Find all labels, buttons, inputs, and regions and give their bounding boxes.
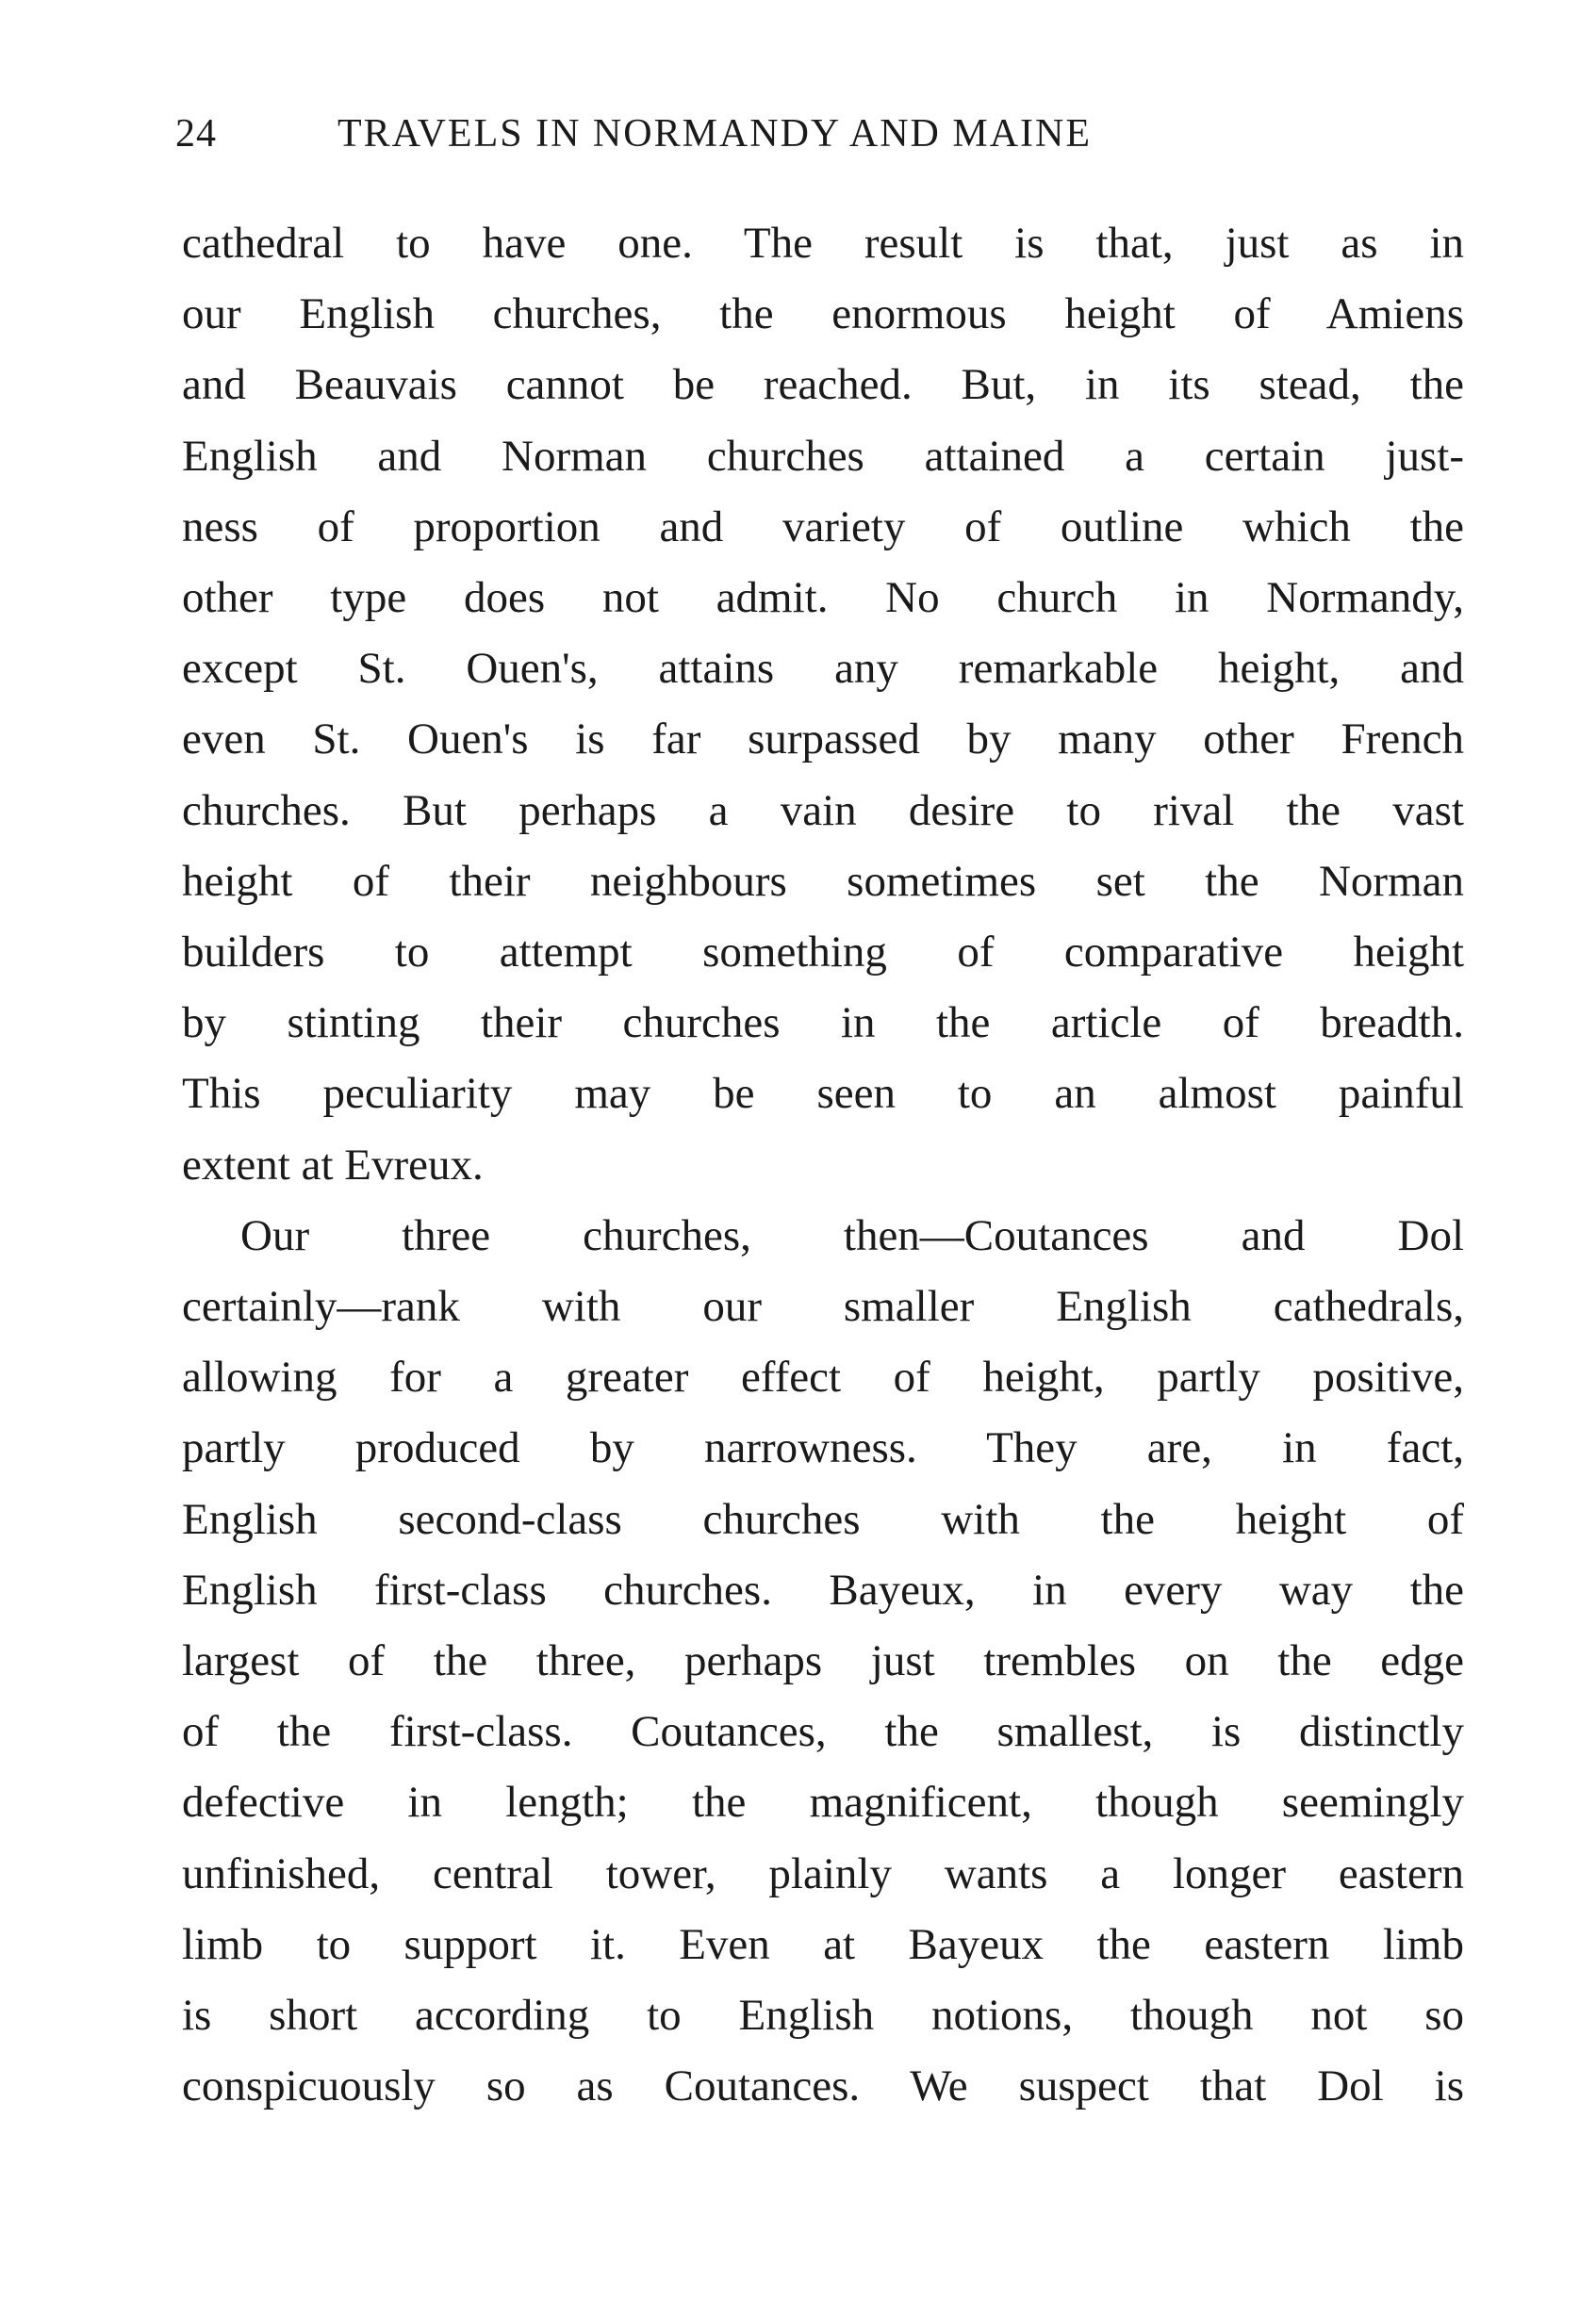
text-line: is short according to English notions, though not so bbox=[182, 1991, 1464, 2040]
text-line: other type does not admit. No church in Normandy, bbox=[182, 573, 1464, 622]
text-line: English and Norman churches attained a certain just- bbox=[182, 431, 1464, 481]
text-line: extent at Evreux. bbox=[182, 1140, 484, 1190]
text-line: and Beauvais cannot be reached. But, in its stead, the bbox=[182, 360, 1464, 410]
text-line: ness of proportion and variety of outline which the bbox=[182, 501, 1464, 551]
text-line: limb to support it. Even at Bayeux the eastern limb bbox=[182, 1919, 1464, 1969]
text-line: height of their neighbours sometimes set the Norman bbox=[182, 856, 1464, 906]
page-number: 24 bbox=[175, 112, 217, 156]
text-line: This peculiarity may be seen to an almost painful bbox=[182, 1069, 1464, 1119]
text-line: largest of the three, perhaps just trembles on the edge bbox=[182, 1636, 1464, 1685]
text-line: cathedral to have one. The result is that, just as in bbox=[182, 219, 1464, 268]
running-header bbox=[175, 111, 1307, 164]
text-line: Our three churches, then—Coutances and Dol bbox=[240, 1210, 1464, 1260]
text-line: builders to attempt something of comparative height bbox=[182, 928, 1464, 977]
text-line: allowing for a greater effect of height, partly positive, bbox=[182, 1353, 1464, 1403]
text-line: churches. But perhaps a vain desire to rival the vast bbox=[182, 785, 1464, 835]
text-line: defective in length; the magnificent, though seemingly bbox=[182, 1778, 1464, 1828]
text-line: conspicuously so as Coutances. We suspect that Dol is bbox=[182, 2061, 1464, 2111]
text-line: our English churches, the enormous height of Amiens bbox=[182, 289, 1464, 339]
text-line: by stinting their churches in the article of breadth. bbox=[182, 998, 1464, 1048]
text-line: partly produced by narrowness. They are, in fact, bbox=[182, 1423, 1464, 1473]
text-line: of the first-class. Coutances, the smallest, is distinctly bbox=[182, 1707, 1464, 1757]
text-line: even St. Ouen's is far surpassed by many other French bbox=[182, 714, 1464, 764]
text-line: certainly—rank with our smaller English cathedrals, bbox=[182, 1282, 1464, 1331]
text-line: English first-class churches. Bayeux, in every way the bbox=[182, 1565, 1464, 1615]
running-title: TRAVELS IN NORMANDY AND MAINE bbox=[337, 112, 1093, 156]
text-line: unfinished, central tower, plainly wants a longer eastern bbox=[182, 1848, 1464, 1898]
text-line: English second-class churches with the height of bbox=[182, 1494, 1464, 1544]
text-line: except St. Ouen's, attains any remarkable height, and bbox=[182, 644, 1464, 694]
